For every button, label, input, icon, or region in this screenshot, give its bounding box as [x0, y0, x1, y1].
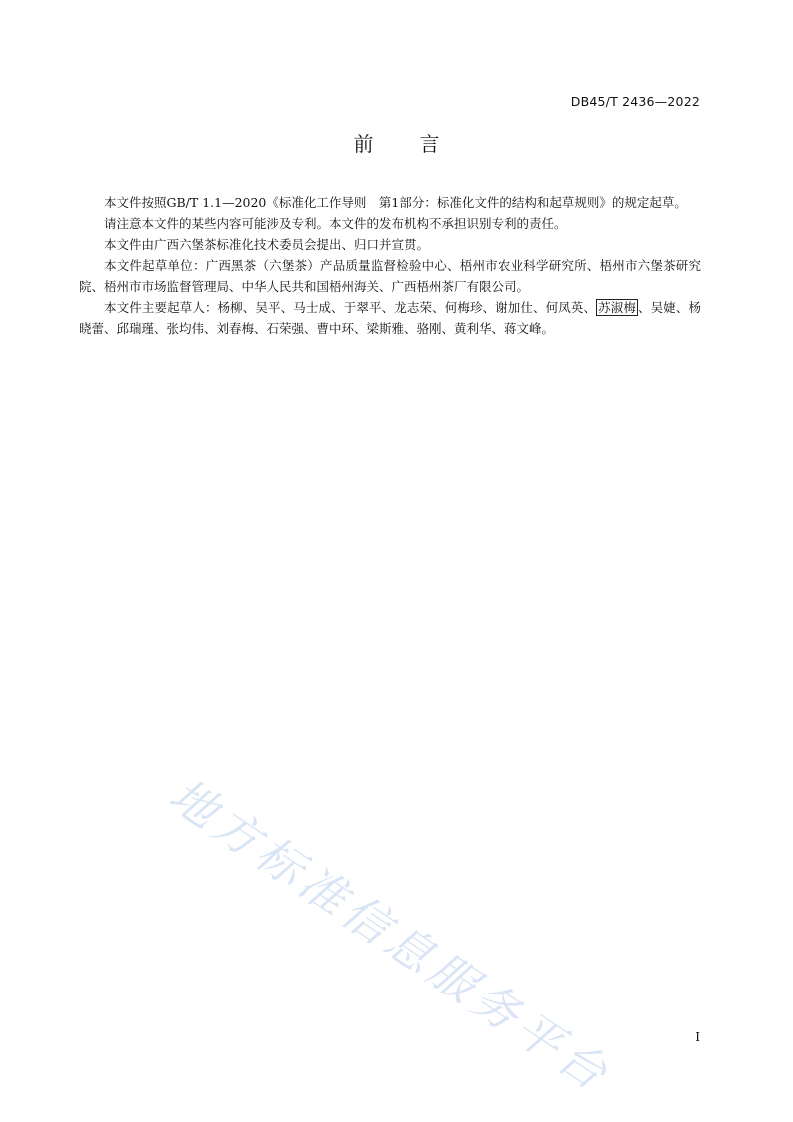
drafters-text-before: 本文件主要起草人：杨柳、吴平、马士成、于翠平、龙志荣、何梅珍、谢加仕、何凤英、	[104, 300, 597, 315]
title-part-1: 前	[353, 132, 374, 156]
page-number: I	[695, 1030, 700, 1044]
paragraph-patent-notice: 请注意本文件的某些内容可能涉及专利。本文件的发布机构不承担识别专利的责任。	[104, 216, 567, 231]
highlighted-drafter-name: 苏淑梅	[598, 300, 636, 315]
foreword-body	[79, 192, 701, 339]
drafters-text-after: 、吴婕、杨晓蕾、邱瑞瑾、张均伟、刘春梅、石荣强、曹中环、梁斯雅、骆刚、黄利华、蒋文峰。	[79, 300, 701, 336]
watermark-text: 地方标准信息服务平台	[159, 767, 622, 1104]
title-part-2: 言	[419, 132, 440, 156]
paragraph-drafting-basis: 本文件按照GB/T 1.1—2020《标准化工作导则 第1部分：标准化文件的结构和起草规则》的规定起草。	[104, 195, 687, 210]
document-code: DB45/T 2436—2022	[570, 94, 700, 109]
paragraph-drafters	[79, 297, 701, 339]
paragraph-drafting-units: 本文件起草单位：广西黑茶（六堡茶）产品质量监督检验中心、梧州市农业科学研究所、梧州市六堡茶研究院、梧州市市场监督管理局、中华人民共和国梧州海关、广西梧州茶厂有限公司。	[79, 258, 701, 294]
page-title	[0, 128, 793, 157]
paragraph-proposer: 本文件由广西六堡茶标准化技术委员会提出、归口并宣贯。	[104, 237, 430, 252]
